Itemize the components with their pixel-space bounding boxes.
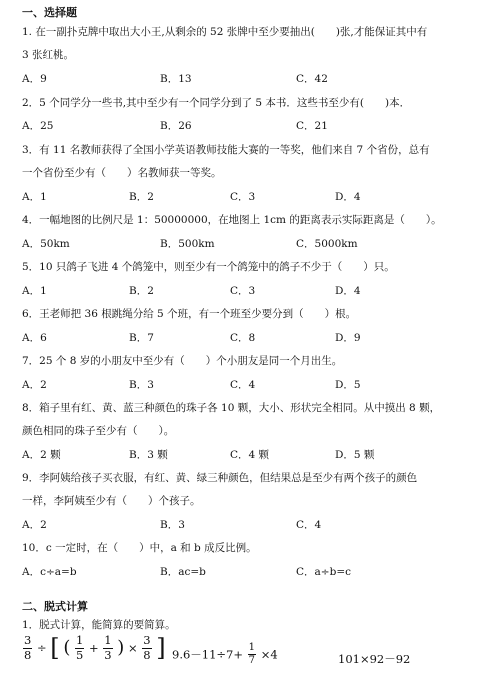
expression-3: 101×92－92 — [338, 652, 411, 666]
option-b[interactable]: B．3 颗 — [129, 449, 168, 461]
option-d[interactable]: D．5 颗 — [335, 449, 375, 461]
question-8-line-2: 颜色相同的珠子至少有（ ）。 — [22, 425, 175, 437]
question-9-options — [22, 517, 462, 531]
option-c[interactable]: C．4 — [230, 379, 256, 391]
fraction: $\frac{1}{7}$ — [248, 642, 256, 666]
expression-1: $\frac{3}{8}$ ÷ [ ( $\frac{1}{5}$ + $\frac{1}{3}$ ) × $\frac{3}{8}$ ] — [24, 633, 166, 662]
option-c[interactable]: C．a÷b=c — [296, 566, 351, 578]
question-5-line-1: 5．10 只鸽子飞进 4 个鸽笼中，则至少有一个鸽笼中的鸽子不少于（ ）只。 — [22, 261, 395, 273]
option-b[interactable]: B．2 — [129, 191, 154, 203]
option-b[interactable]: B．13 — [160, 73, 192, 85]
question-1-options — [22, 71, 462, 85]
option-b[interactable]: B．26 — [160, 120, 192, 132]
option-a[interactable]: A．6 — [22, 332, 47, 344]
question-9-line-1: 9．李阿姨给孩子买衣服，有红、黄、绿三种颜色，但结果总是至少有两个孩子的颜色 — [22, 472, 418, 484]
option-d[interactable]: D．9 — [335, 332, 361, 344]
option-c[interactable]: C．5000km — [296, 238, 358, 250]
question-8-line-1: 8．箱子里有红、黄、蓝三种颜色的珠子各 10 颗，大小、形状完全相同。从中摸出 8 颗， — [22, 402, 441, 414]
option-d[interactable]: D．5 — [335, 379, 361, 391]
option-a[interactable]: A．9 — [22, 73, 47, 85]
option-a[interactable]: A．2 — [22, 379, 47, 391]
calc-expressions — [22, 635, 462, 675]
option-c[interactable]: C．42 — [296, 73, 328, 85]
question-9-line-2: 一样，李阿姨至少有（ ）个孩子。 — [22, 495, 201, 507]
question-2-options — [22, 118, 462, 132]
fraction: $\frac{3}{8}$ — [24, 633, 32, 662]
fraction: $\frac{1}{5}$ — [76, 633, 84, 662]
option-a[interactable]: A．1 — [22, 191, 47, 203]
question-5-options — [22, 283, 462, 297]
question-1-line-2: 3 张红桃。 — [22, 49, 75, 61]
option-c[interactable]: C．8 — [230, 332, 256, 344]
option-b[interactable]: B．3 — [129, 379, 154, 391]
option-a[interactable]: A．1 — [22, 285, 47, 297]
fraction: $\frac{3}{8}$ — [143, 633, 151, 662]
option-b[interactable]: B．2 — [129, 285, 154, 297]
question-7-line-1: 7．25 个 8 岁的小朋友中至少有（ ）个小朋友是同一个月出生。 — [22, 355, 343, 367]
question-8-options — [22, 447, 462, 461]
option-a[interactable]: A．25 — [22, 120, 54, 132]
option-b[interactable]: B．7 — [129, 332, 154, 344]
option-d[interactable]: D．4 — [335, 191, 361, 203]
option-d[interactable]: D．4 — [335, 285, 361, 297]
question-6-options — [22, 330, 462, 344]
option-a[interactable]: A．2 颗 — [22, 449, 61, 461]
option-c[interactable]: C．4 颗 — [230, 449, 270, 461]
question-3-line-1: 3．有 11 名教师获得了全国小学英语教师技能大赛的一等奖，他们来自 7 个省份，总有 — [22, 144, 430, 156]
option-b[interactable]: B．ac=b — [160, 566, 206, 578]
calc-intro: 1．脱式计算，能简算的要简算。 — [22, 619, 176, 631]
option-c[interactable]: C．4 — [296, 519, 322, 531]
question-1-line-1: 1. 在一副扑克牌中取出大小王,从剩余的 52 张牌中至少要抽出( )张,才能保证其中有 — [22, 26, 428, 38]
section-title-calc: 二、脱式计算 — [22, 600, 88, 613]
option-b[interactable]: B．3 — [160, 519, 185, 531]
section-title-choice: 一、选择题 — [22, 6, 77, 19]
question-3-line-2: 一个省份至少有（ ）名教师获一等奖。 — [22, 167, 222, 179]
question-10-line-1: 10．c 一定时，在（ ）中，a 和 b 成反比例。 — [22, 542, 257, 554]
question-3-options — [22, 189, 462, 203]
question-6-line-1: 6．王老师把 36 根跳绳分给 5 个班，有一个班至少要分到（ ）根。 — [22, 308, 357, 320]
question-4-options — [22, 236, 462, 250]
fraction: $\frac{1}{3}$ — [104, 633, 112, 662]
expression-2: 9.6－11÷7+ $\frac{1}{7}$ ×4 — [172, 642, 278, 666]
option-c[interactable]: C．3 — [230, 191, 256, 203]
option-a[interactable]: A．2 — [22, 519, 47, 531]
question-4-line-1: 4．一幅地图的比例尺是 1：50000000，在地图上 1cm 的距离表示实际距离是（ ）。 — [22, 214, 442, 226]
option-a[interactable]: A．50km — [22, 238, 70, 250]
option-a[interactable]: A．c÷a=b — [22, 566, 77, 578]
question-7-options — [22, 377, 462, 391]
option-c[interactable]: C．21 — [296, 120, 328, 132]
option-c[interactable]: C．3 — [230, 285, 256, 297]
question-2-line-1: 2．5 个同学分一些书,其中至少有一个同学分到了 5 本书．这些书至少有( )本． — [22, 97, 411, 109]
question-10-options — [22, 564, 462, 578]
option-b[interactable]: B．500km — [160, 238, 215, 250]
